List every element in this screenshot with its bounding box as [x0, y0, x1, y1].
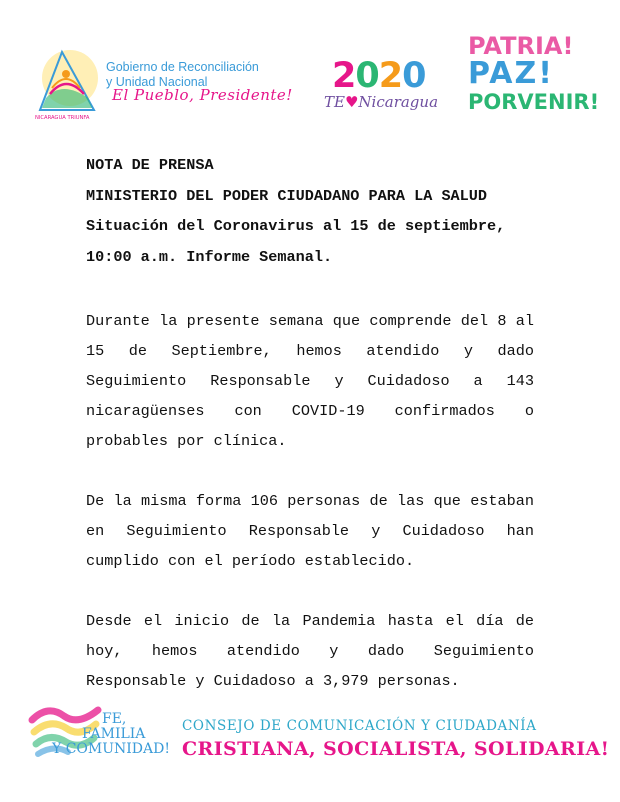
government-name-line2: y Unidad Nacional	[106, 75, 208, 89]
gov-logo-small-text: NICARAGUA TRIUNFA	[35, 115, 90, 121]
year-digit: 2	[378, 56, 403, 96]
paragraph-total-since-start: Desde el inicio de la Pandemia hasta el día de hoy, hemos atendido y dado Seguimiento Responsable y Cuidadoso a 3,979 personas.	[86, 612, 534, 690]
government-name-line1: Gobierno de Reconciliación	[106, 60, 259, 74]
fe-familia-comunidad	[52, 712, 170, 757]
government-slogan: El Pueblo, Presidente!	[112, 86, 293, 104]
patria-paz-porvenir-logo	[468, 32, 600, 115]
te-amo-nicaragua	[324, 93, 438, 111]
heading-line: 10:00 a.m. Informe Semanal.	[86, 247, 333, 266]
te-text: TE	[324, 93, 345, 111]
ffc-line: Y COMUNIDAD!	[52, 741, 170, 757]
press-release	[86, 150, 534, 696]
footer-slogan: CRISTIANA, SOCIALISTA, SOLIDARIA!	[182, 738, 610, 760]
heading-line: MINISTERIO DEL PODER CIUDADANO PARA LA SALUD	[86, 186, 488, 205]
nicaragua-text: Nicaragua	[358, 93, 439, 111]
council-name: CONSEJO DE COMUNICACIÓN Y CIUDADANÍA	[182, 718, 537, 734]
year-digit: 2	[332, 56, 356, 96]
press-release-heading	[86, 150, 534, 272]
year-digit: 0	[402, 56, 426, 96]
government-triangle-logo-icon	[32, 44, 102, 122]
paragraph-completed-period: De la misma forma 106 personas de las que estaban en Seguimiento Responsable y Cuidadoso han cumplido con el período establecido.	[86, 492, 534, 570]
porvenir-text: PORVENIR!	[468, 90, 600, 114]
year-digit: 0	[355, 56, 379, 96]
heart-icon: ♥	[344, 93, 359, 111]
patria-text: PATRIA!	[468, 32, 574, 60]
ffc-line: FE,	[102, 711, 127, 727]
heading-line: Situación del Coronavirus al 15 de septiembre,	[86, 217, 506, 235]
heading-line: NOTA DE PRENSA	[86, 156, 214, 174]
paz-text: PAZ!	[468, 56, 554, 91]
paragraph-weekly-followup: Durante la presente semana que comprende del 8 al 15 de Septiembre, hemos atendido y dado Seguimiento Responsable y Cuidadoso a 143 nicaragüenses con COVID-19 confirmados o probables por clínica.	[86, 312, 534, 450]
ffc-line: FAMILIA	[82, 726, 146, 742]
year-2020-logo	[332, 58, 425, 94]
